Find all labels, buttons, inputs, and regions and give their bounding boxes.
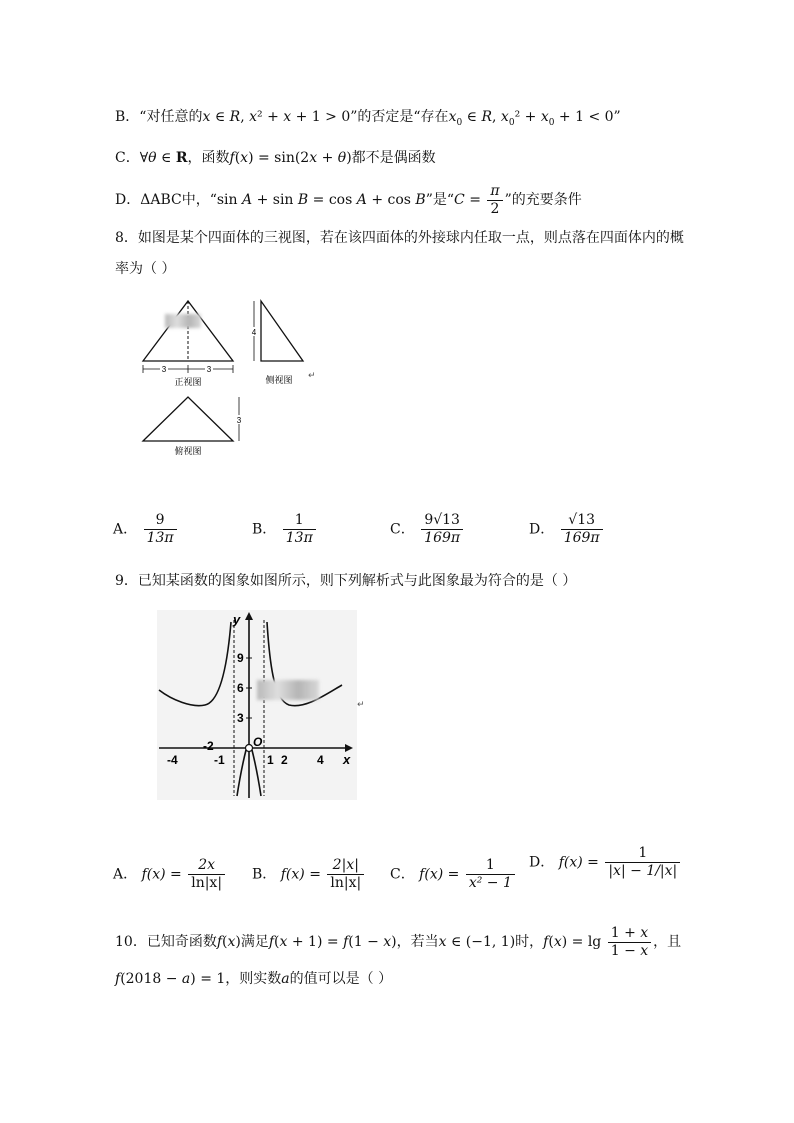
q9-option-d: D． f(x) = $\frac{1}{|x| - 1/|x|}$ — [529, 845, 682, 880]
q8-option-b: B． $\frac{1}{13\pi}$ — [252, 512, 318, 547]
q8-option-d: D． $\frac{√13}{169\pi}$ — [529, 512, 605, 547]
q9-option-c: C． f(x) = $\frac{1}{\text{x² − 1}}$ — [390, 857, 517, 892]
redaction-blur — [257, 680, 319, 700]
q7d-text-post: ”的充要条件 — [504, 192, 582, 208]
x-tick-neg1: -1 — [214, 753, 225, 767]
q7-option-c: C．∀θ ∈ R，函数f(x) = sin(2x + θ)都不是偶函数 — [115, 150, 436, 166]
x-axis-label: x — [343, 752, 351, 767]
front-dim-right: 3 — [206, 365, 212, 374]
top-view-label: 俯视图 — [174, 446, 202, 456]
front-dim-left: 3 — [161, 365, 167, 374]
option-label: B． — [115, 109, 140, 125]
q7c-text-pre: ∀ — [139, 150, 149, 166]
return-mark: ↵ — [357, 700, 365, 710]
function-graph — [157, 610, 357, 800]
q7b-text-pre: “对任意的 — [139, 109, 203, 125]
q7d-text-mid: ”是“ — [425, 192, 455, 208]
x-tick-2: 2 — [281, 753, 288, 767]
q7b-text-mid: ”的否定是“存在 — [350, 109, 449, 125]
q7c-text-post: 都不是偶函数 — [351, 150, 436, 166]
redaction-blur — [165, 314, 201, 328]
q7-option-b: B．“对任意的x ∈ R, x² + x + 1 > 0”的否定是“存在$x_0$ ∈ R, $x_0^2 + x_0 + 1 < 0$” — [115, 109, 621, 128]
top-dim-depth: 3 — [236, 416, 242, 425]
q9-stem: 9．已知某函数的图象如图所示，则下列解析式与此图象最为符合的是（ ） — [115, 573, 577, 589]
q8-option-c: C． $\frac{9√13}{169\pi}$ — [390, 512, 465, 547]
side-dim-height: 4 — [251, 328, 257, 337]
side-view — [250, 301, 303, 385]
x-tick-neg2: -2 — [203, 739, 214, 753]
option-label: C． — [115, 150, 140, 166]
q9-option-b: B． f(x) = $\frac{2|x|}{\ln|x|}$ — [252, 857, 366, 892]
x-tick-4: 4 — [317, 753, 324, 767]
q10-stem-line1: 10．已知奇函数f(x)满足f(x + 1) = f(1 − x)，若当x ∈ (−1, 1)时，f(x) = lg $\frac{1 + x}{1 - x}$ ，且 — [115, 924, 682, 959]
front-view-label: 正视图 — [174, 377, 202, 387]
q7c-text-mid: ，函数 — [187, 150, 230, 166]
q10-stem-line2: f(2018 − a) = 1，则实数a的值可以是（ ） — [115, 971, 393, 987]
return-mark: ↵ — [308, 371, 316, 381]
y-tick-9: 9 — [237, 651, 244, 665]
q7b-formula-2: x — [448, 109, 457, 125]
x-tick-neg4: -4 — [167, 753, 178, 767]
q7b-formula-1: x — [202, 109, 211, 125]
side-view-label: 侧视图 — [265, 375, 293, 385]
q7-option-d: D．ΔABC中，“sin A + sin B = cos A + cos B”是“C = $\frac{\pi}{2}$ ”的充要条件 — [115, 182, 582, 217]
x-tick-1: 1 — [267, 753, 274, 767]
q8-option-a: A． $\frac{9}{13\pi}$ — [113, 512, 179, 547]
y-tick-3: 3 — [237, 711, 244, 725]
origin-label: O — [253, 735, 263, 749]
y-axis-label: y — [233, 612, 241, 627]
q7d-text-pre: ΔABC中，“ — [140, 192, 217, 208]
q8-stem-line1: 8．如图是某个四面体的三视图，若在该四面体的外接球内任取一点，则点落在四面体内的概 — [115, 230, 684, 246]
q7b-text-post: ” — [613, 109, 621, 125]
option-label: D． — [115, 192, 141, 208]
q9-option-a: A． f(x) = $\frac{2x}{\ln|x|}$ — [113, 857, 227, 892]
q8-stem-line2: 率为（ ） — [115, 261, 176, 277]
top-view — [143, 397, 243, 456]
y-tick-6: 6 — [237, 681, 244, 695]
